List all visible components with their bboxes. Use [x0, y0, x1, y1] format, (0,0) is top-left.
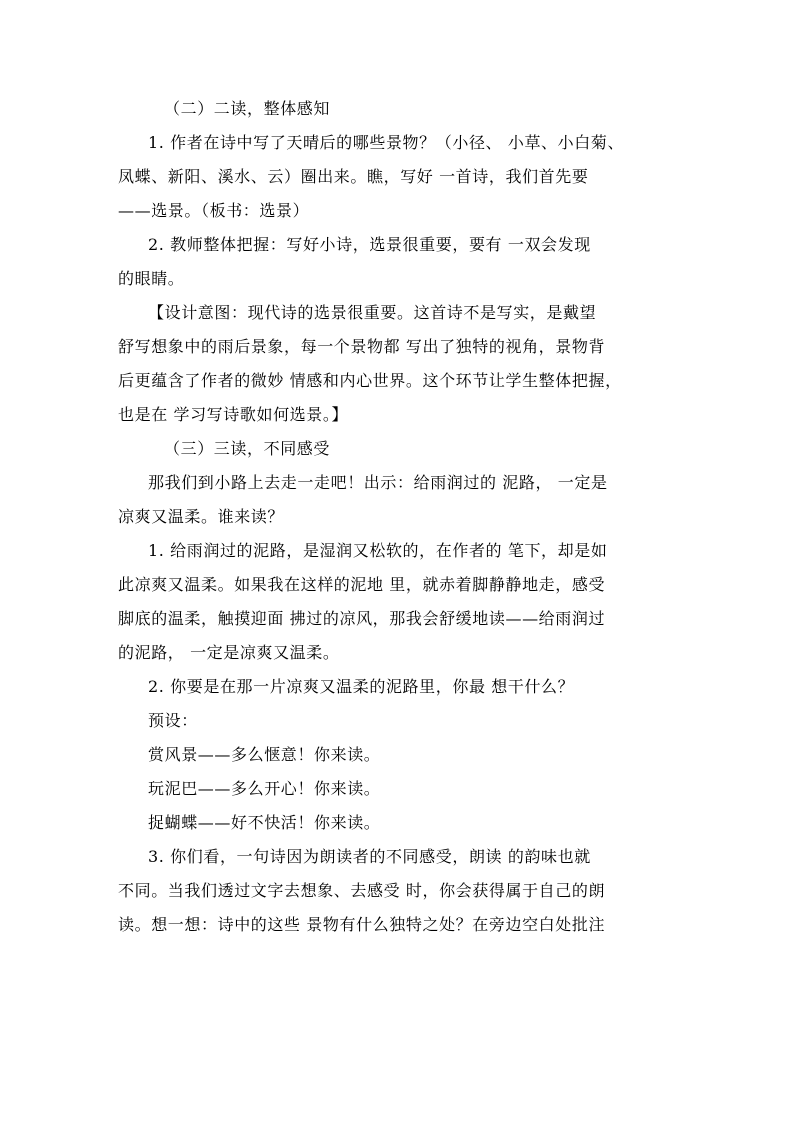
text-line: 凉爽又温柔。谁来读？ — [118, 507, 285, 526]
text-line: 玩泥巴——多么开心！你来读。 — [148, 779, 381, 798]
text-line: ——选景。（板书：选景） — [118, 201, 310, 220]
text-line: 2. 教师整体把握：写好小诗，选景很重要，要有 一双会发现 — [148, 235, 591, 254]
document-body — [118, 92, 678, 942]
text-line: 3. 你们看，一句诗因为朗读者的不同感受，朗读 的韵味也就 — [148, 847, 591, 866]
text-line: 捉蝴蝶——好不快活！你来读。 — [148, 813, 381, 832]
text-line: 的泥路， 一定是凉爽又温柔。 — [118, 643, 340, 662]
text-line: 脚底的温柔，触摸迎面 拂过的凉风，那我会舒缓地读——给雨润过 — [118, 609, 606, 628]
text-line: 的眼睛。 — [118, 269, 185, 288]
text-line: 【设计意图：现代诗的选景很重要。这首诗不是写实，是戴望 — [148, 303, 597, 322]
text-line: 预设： — [148, 711, 198, 730]
text-line: 后更蕴含了作者的微妙 情感和内心世界。这个环节让学生整体把握， — [118, 371, 622, 390]
text-line: 不同。当我们透过文字去想象、去感受 时，你会获得属于自己的朗 — [118, 881, 606, 900]
text-line: （三）三读，不同感受 — [164, 439, 331, 458]
text-line: 1. 作者在诗中写了天晴后的哪些景物？（小径、 小草、小白菊、 — [148, 133, 625, 152]
text-line: 赏风景——多么惬意！你来读。 — [148, 745, 381, 764]
text-line: 读。想一想：诗中的这些 景物有什么独特之处？在旁边空白处批注 — [118, 915, 606, 934]
text-line: 凤蝶、新阳、溪水、云）圈出来。瞧，写好 一首诗，我们首先要 — [118, 167, 589, 186]
text-line: （二）二读，整体感知 — [164, 99, 331, 118]
text-line: 那我们到小路上去走一走吧！出示：给雨润过的 泥路， 一定是 — [148, 473, 608, 492]
text-line: 此凉爽又温柔。如果我在这样的泥地 里，就赤着脚静静地走，感受 — [118, 575, 606, 594]
text-line: 2. 你要是在那一片凉爽又温柔的泥路里，你最 想干什么？ — [148, 677, 575, 696]
text-line: 1. 给雨润过的泥路，是湿润又松软的，在作者的 笔下，却是如 — [148, 541, 608, 560]
text-line: 舒写想象中的雨后景象，每一个景物都 写出了独特的视角，景物背 — [118, 337, 606, 356]
text-line: 也是在 学习写诗歌如何选景。】 — [118, 405, 349, 424]
